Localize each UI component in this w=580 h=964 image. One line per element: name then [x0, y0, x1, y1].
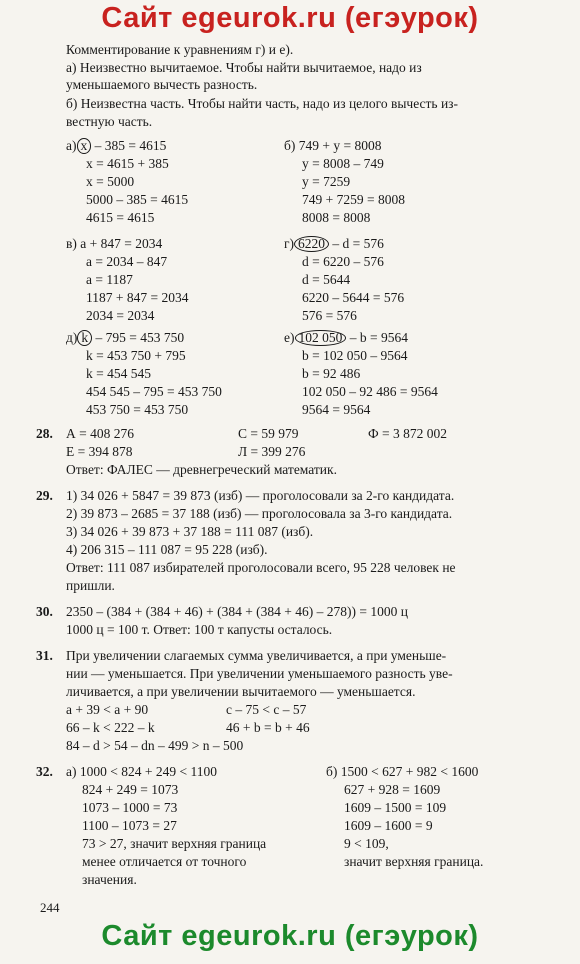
intro-line: уменьшаемого вычесть разность.: [66, 77, 258, 92]
solution-line: значит верхняя граница.: [344, 854, 484, 869]
solution-line: 1) 34 026 + 5847 = 39 873 (изб) — проголосовали за 2-го кандидата.: [66, 488, 455, 503]
problem-number: 28.: [36, 426, 53, 441]
solution-line: 1609 – 1500 = 109: [344, 800, 447, 815]
circled-unknown: k: [77, 330, 92, 346]
equation-line: y = 8008 – 749: [302, 156, 384, 171]
equation-a-head: а) x – 385 = 4615: [66, 138, 167, 153]
solution-line: менее отличается от точного: [82, 854, 247, 869]
intro-line: Комментирование к уравнениям г) и е).: [66, 42, 294, 57]
equation-line: 8008 = 8008: [302, 210, 371, 225]
letter-value: Ф = 3 872 002: [368, 426, 448, 441]
example-line: 46 + b = b + 46: [226, 720, 310, 735]
page-number: 244: [40, 900, 60, 915]
example-line: 84 – d > 54 – dn – 499 > n – 500: [66, 738, 244, 753]
equation-v-head: в) a + 847 = 2034: [66, 236, 163, 251]
problem-number: 29.: [36, 488, 53, 503]
example-line: a + 39 < a + 90: [66, 702, 149, 717]
equation-line: 1187 + 847 = 2034: [86, 290, 189, 305]
equation-line: x = 4615 + 385: [86, 156, 169, 171]
equation-line: 453 750 = 453 750: [86, 402, 189, 417]
solution-line: 2350 – (384 + (384 + 46) + (384 + (384 + 46) – 278)) = 1000 ц: [66, 604, 408, 619]
solution-line: б) 1500 < 627 + 982 < 1600: [326, 764, 479, 779]
equation-line: d = 6220 – 576: [302, 254, 384, 269]
equation-line: 4615 = 4615: [86, 210, 155, 225]
solution-line: 3) 34 026 + 39 873 + 37 188 = 111 087 (изб).: [66, 524, 314, 539]
site-banner-bottom: Сайт egeurok.ru (егэурок): [101, 920, 479, 952]
solution-line: 9 < 109,: [344, 836, 389, 851]
answer-line: пришли.: [66, 578, 115, 593]
intro-line: б) Неизвестна часть. Чтобы найти часть, надо из целого вычесть из-: [66, 96, 459, 111]
solution-line: 1073 – 1000 = 73: [82, 800, 178, 815]
text-line: При увеличении слагаемых сумма увеличивается, а при уменьше-: [66, 648, 447, 663]
text-line: личивается, а при увеличении вычитаемого — уменьшается.: [66, 684, 416, 699]
equation-line: 2034 = 2034: [86, 308, 155, 323]
example-line: 66 – k < 222 – k: [66, 720, 155, 735]
problem-number: 30.: [36, 604, 53, 619]
circled-unknown: x: [77, 138, 92, 154]
equation-line: x = 5000: [86, 174, 135, 189]
letter-value: Е = 394 878: [66, 444, 133, 459]
equation-line: 102 050 – 92 486 = 9564: [302, 384, 438, 399]
equation-line: k = 454 545: [86, 366, 151, 381]
example-line: c – 75 < c – 57: [226, 702, 307, 717]
intro-line: а) Неизвестно вычитаемое. Чтобы найти вычитаемое, надо из: [66, 60, 422, 75]
equation-line: 5000 – 385 = 4615: [86, 192, 189, 207]
solution-line: 824 + 249 = 1073: [82, 782, 179, 797]
equation-line: 6220 – 5644 = 576: [302, 290, 405, 305]
equation-line: b = 92 486: [302, 366, 361, 381]
answer-line: 1000 ц = 100 т. Ответ: 100 т капусты осталось.: [66, 622, 333, 637]
equation-line: 454 545 – 795 = 453 750: [86, 384, 222, 399]
solution-line: 2) 39 873 – 2685 = 37 188 (изб) — проголосовала за 3-го кандидата.: [66, 506, 453, 521]
problem-number: 32.: [36, 764, 53, 779]
equation-line: 9564 = 9564: [302, 402, 371, 417]
answer-line: Ответ: 111 087 избирателей проголосовали всего, 95 228 человек не: [66, 560, 456, 575]
equation-line: b = 102 050 – 9564: [302, 348, 408, 363]
equation-b-head: б) 749 + y = 8008: [284, 138, 382, 153]
solution-line: 1100 – 1073 = 27: [82, 818, 177, 833]
equation-line: a = 1187: [86, 272, 133, 287]
letter-value: А = 408 276: [66, 426, 134, 441]
equation-line: d = 5644: [302, 272, 351, 287]
equation-line: y = 7259: [302, 174, 351, 189]
problem-number: 31.: [36, 648, 53, 663]
solution-line: а) 1000 < 824 + 249 < 1100: [66, 764, 217, 779]
equation-line: 576 = 576: [302, 308, 357, 323]
solution-line: 1609 – 1600 = 9: [344, 818, 433, 833]
answer-line: Ответ: ФАЛЕС — древнегреческий математик.: [66, 462, 337, 477]
letter-value: С = 59 979: [238, 426, 299, 441]
equation-e-head: е) 102 050 – b = 9564: [284, 330, 408, 345]
solution-line: 4) 206 315 – 111 087 = 95 228 (изб).: [66, 542, 268, 557]
solution-line: 627 + 928 = 1609: [344, 782, 441, 797]
letter-value: Л = 399 276: [238, 444, 306, 459]
solution-line: 73 > 27, значит верхняя граница: [82, 836, 267, 851]
solution-line: значения.: [82, 872, 137, 887]
equation-g-head: г) 6220 – d = 576: [284, 236, 384, 251]
circled-unknown: 102 050: [295, 330, 347, 346]
text-line: нии — уменьшается. При увеличении уменьшаемого разность уве-: [66, 666, 453, 681]
equation-line: a = 2034 – 847: [86, 254, 168, 269]
equation-line: 749 + 7259 = 8008: [302, 192, 405, 207]
circled-unknown: 6220: [294, 236, 329, 252]
intro-line: вестную часть.: [66, 114, 153, 129]
equation-d-head: д) k – 795 = 453 750: [66, 330, 185, 345]
equation-line: k = 453 750 + 795: [86, 348, 186, 363]
site-banner-top: Сайт egeurok.ru (егэурок): [101, 2, 479, 34]
